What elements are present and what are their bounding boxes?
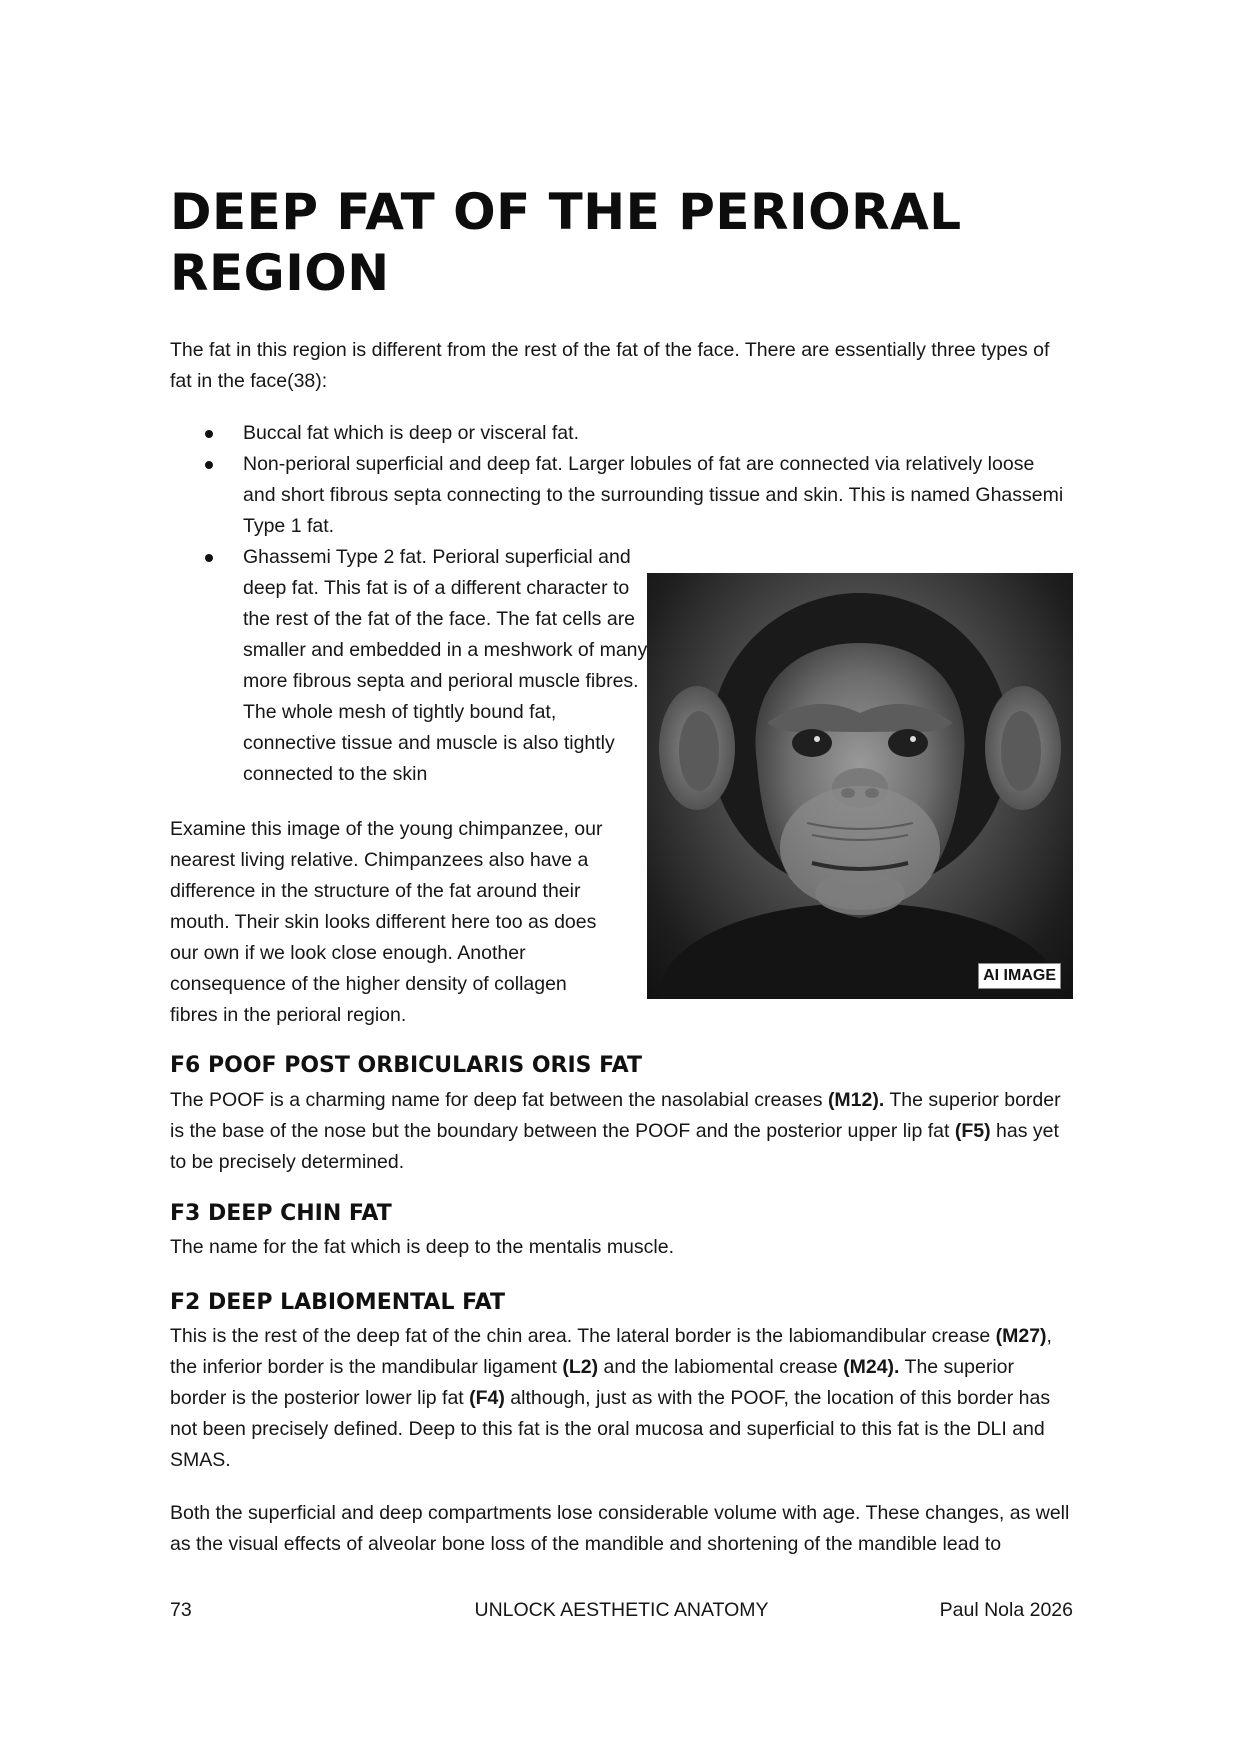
reference-label: (M24). — [843, 1356, 900, 1378]
text-run: has yet to be precisely determined. — [170, 1120, 1059, 1173]
section-paragraph-f3: The name for the fat which is deep to the mentalis muscle. — [170, 1236, 675, 1258]
list-item — [170, 418, 1070, 449]
closing-paragraph: Both the superficial and deep compartments lose considerable volume with age. These changes, as well as the visual effects of alveolar bone loss of the mandible and shortening of the mandible lead to — [170, 1502, 1070, 1555]
chimpanzee-figure — [647, 573, 1073, 999]
section-paragraph-f2 — [170, 1321, 1070, 1476]
bullet-icon — [205, 554, 213, 562]
reference-label: (F4) — [469, 1387, 505, 1409]
examine-paragraph: Examine this image of the young chimpanzee, our nearest living relative. Chimpanzees also have a difference in the structure of the fat around their mouth. Their skin looks different here too as does our own if we look close enough. Another consequence of the higher density of collagen fibres in the perioral region. — [170, 818, 603, 1026]
footer-author: Paul Nola 2026 — [939, 1599, 1073, 1621]
section-heading-f3: F3 DEEP CHIN FAT — [170, 1201, 392, 1226]
page-number: 73 — [170, 1599, 192, 1621]
text-run: The superior border is the posterior lower lip fat — [170, 1356, 1015, 1409]
section-heading-f2: F2 DEEP LABIOMENTAL FAT — [170, 1290, 505, 1315]
reference-label: (M27) — [995, 1325, 1047, 1347]
chimpanzee-photo-icon — [647, 573, 1073, 999]
page-title: DEEP FAT OF THE PERIORAL REGION — [170, 183, 962, 302]
text-run: The superior border is the base of the nose but the boundary between the POOF and the posterior upper lip fat — [170, 1089, 1061, 1142]
text-run: and the labiomental crease — [598, 1356, 844, 1378]
page-footer — [170, 1599, 1073, 1629]
text-run: although, just as with the POOF, the location of this border has not been precisely defined. Deep to this fat is the oral mucosa and superficial to this fat is the DLI and SMAS. — [170, 1387, 1051, 1471]
list-item — [170, 449, 1070, 542]
section-paragraph-f6 — [170, 1085, 1070, 1178]
text-run: The POOF is a charming name for deep fat between the nasolabial creases — [170, 1089, 828, 1111]
section-heading-f6: F6 POOF POST ORBICULARIS ORIS FAT — [170, 1053, 642, 1078]
reference-label: (F5) — [954, 1120, 991, 1142]
reference-label: (L2) — [562, 1356, 599, 1378]
list-item-text: Non-perioral superficial and deep fat. Larger lobules of fat are connected via relatively loose and short fibrous septa connecting to the surrounding tissue and skin. This is named Ghassemi Type 1 fat. — [243, 453, 1064, 537]
bullet-icon — [205, 430, 213, 438]
intro-paragraph: The fat in this region is different from the rest of the fat of the face. There are essentially three types of fat in the face(38): — [170, 339, 1050, 392]
text-run: , the inferior border is the mandibular ligament — [170, 1325, 1052, 1378]
text-run: This is the rest of the deep fat of the chin area. The lateral border is the labiomandibular crease — [170, 1325, 996, 1347]
footer-title: UNLOCK AESTHETIC ANATOMY — [474, 1599, 769, 1621]
list-item-text: Ghassemi Type 2 fat. Perioral superficial and deep fat. This fat is of a different character to the rest of the fat of the face. The fat cells are smaller and embedded in a meshwork of many more fibrous septa and perioral muscle fibres. The whole mesh of tightly bound fat, connective tissue and muscle is also tightly connected to the skin — [243, 546, 648, 785]
reference-label: (M12). — [827, 1089, 885, 1111]
bullet-icon — [205, 461, 213, 469]
ai-image-badge: AI IMAGE — [978, 963, 1061, 989]
list-item-text: Buccal fat which is deep or visceral fat. — [243, 422, 579, 444]
